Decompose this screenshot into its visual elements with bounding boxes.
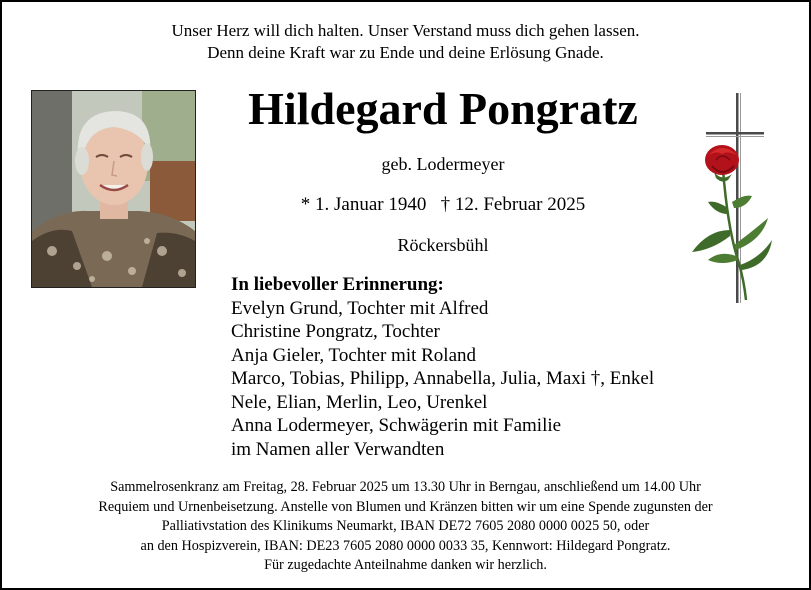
notice-line: Sammelrosenkranz am Freitag, 28. Februar 2025 um 13.30 Uhr in Berngau, anschließend um 14.00 Uhr	[110, 479, 701, 495]
mourner-line: Anja Gieler, Tochter mit Roland	[231, 344, 477, 366]
life-dates: * 1. Januar 1940 † 12. Februar 2025	[300, 194, 586, 215]
birth-name: geb. Lodermeyer	[381, 154, 505, 174]
notice-line: Für zugedachte Anteilnahme danken wir herzlich.	[264, 557, 547, 574]
mourner-line: im Namen aller Verwandten	[231, 438, 445, 460]
mourner-line: Christine Pongratz, Tochter	[231, 321, 440, 342]
mourners-list	[231, 273, 751, 461]
deceased-name: Hildegard Pongratz	[248, 83, 638, 134]
motto-line: Denn deine Kraft war zu Ende und deine Erlösung Gnade.	[207, 43, 604, 62]
notice-line: Requiem und Urnenbeisetzung. Anstelle von Blumen und Kränzen bitten wir um eine Spende zugunsten der	[98, 498, 713, 515]
motto-line: Unser Herz will dich halten. Unser Verstand muss dich gehen lassen.	[171, 21, 640, 40]
notice-line: Palliativstation des Klinikums Neumarkt, IBAN DE72 7605 2080 0000 0025 50, oder	[161, 518, 650, 535]
mourner-line: Anna Lodermeyer, Schwägerin mit Familie	[231, 415, 562, 436]
mourner-line: Nele, Elian, Merlin, Leo, Urenkel	[231, 391, 488, 413]
mourner-line: Evelyn Grund, Tochter mit Alfred	[231, 297, 489, 319]
notice-line: an den Hospizverein, IBAN: DE23 7605 2080 0000 0033 35, Kennwort: Hildegard Pongratz.	[140, 537, 671, 554]
motto	[2, 20, 809, 64]
service-notice	[12, 478, 799, 576]
portrait-photo	[31, 90, 196, 288]
cross-icon	[706, 93, 764, 303]
mourners-heading: In liebevoller Erinnerung:	[231, 274, 444, 295]
place: Röckersbühl	[397, 235, 489, 255]
mourner-line: Marco, Tobias, Philipp, Annabella, Julia, Maxi †, Enkel	[231, 368, 655, 389]
